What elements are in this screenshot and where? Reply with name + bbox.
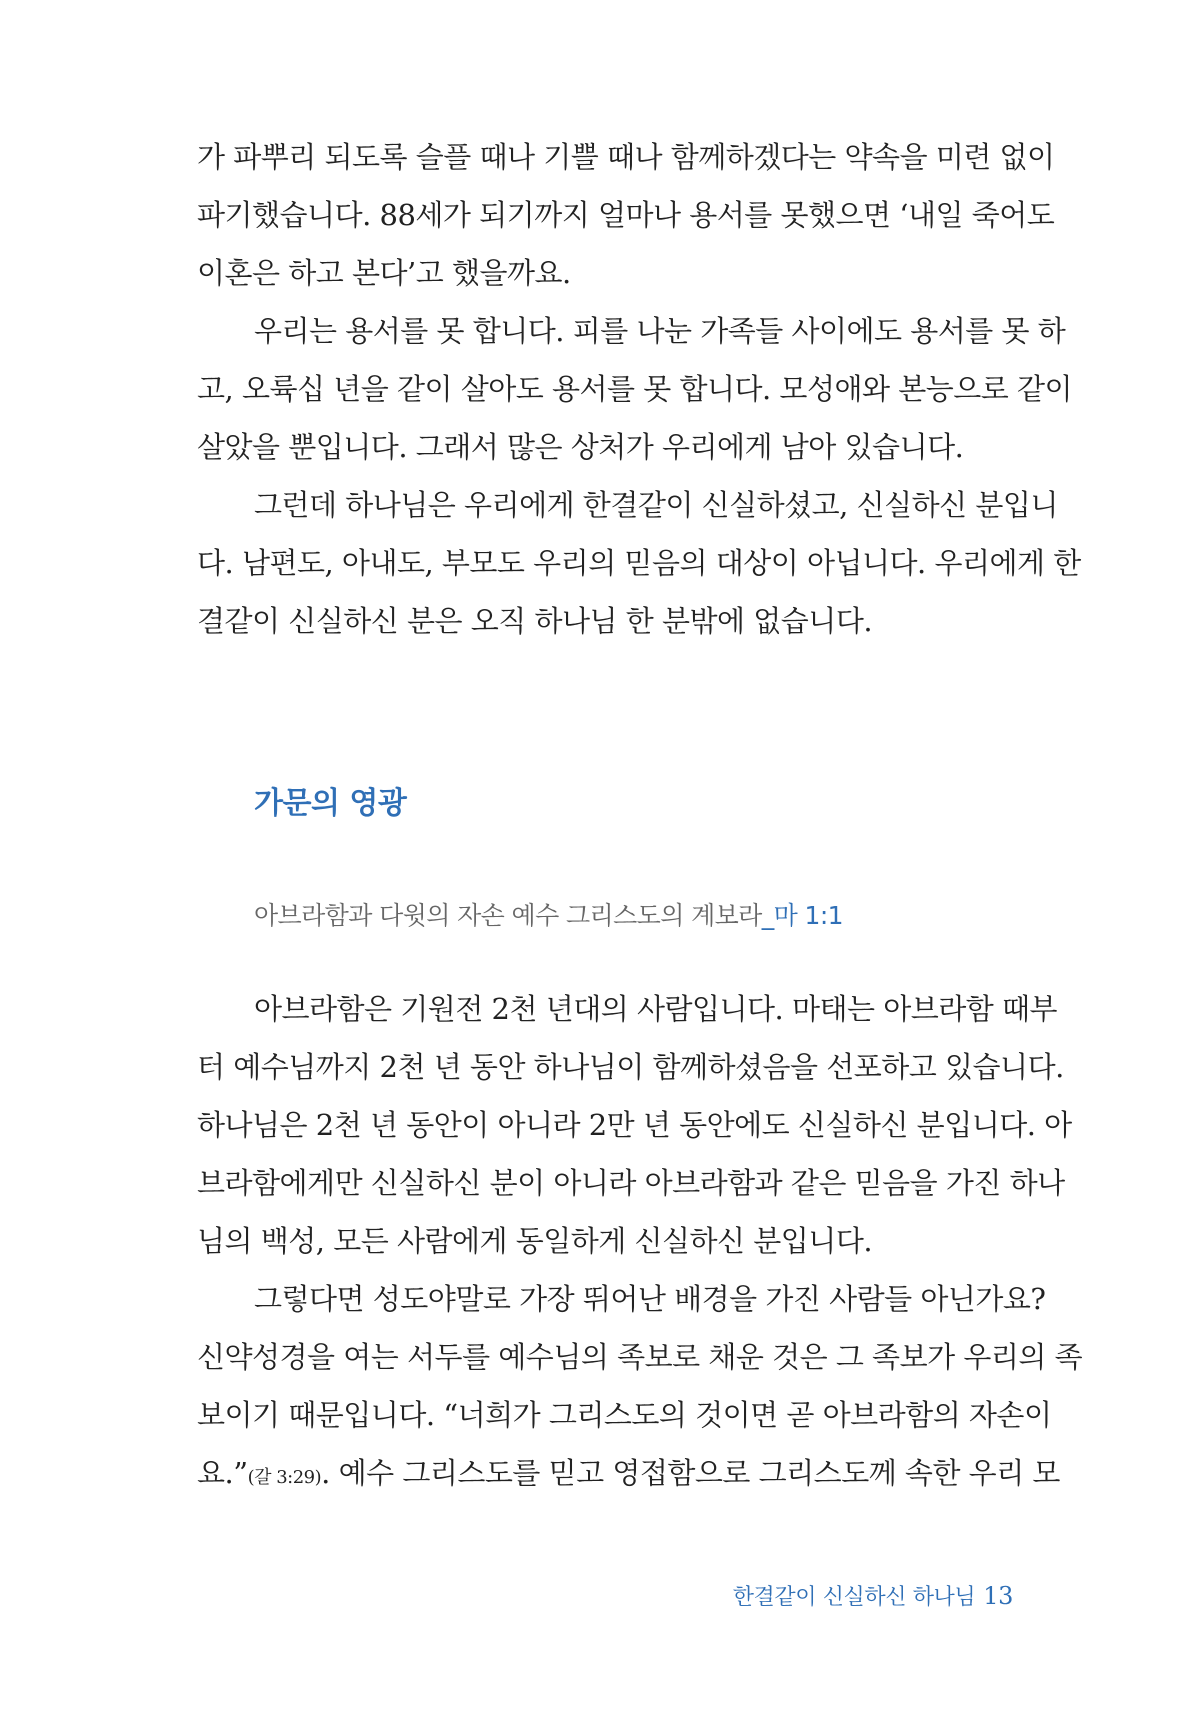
body-line: 신약성경을 여는 서두를 예수님의 족보로 채운 것은 그 족보가 우리의 족 <box>197 1340 1083 1374</box>
body-line: 결같이 신실하신 분은 오직 하나님 한 분밖에 없습니다. <box>197 604 873 638</box>
page-footer <box>733 1580 1013 1611</box>
body-line: 하나님은 2천 년 동안이 아니라 2만 년 동안에도 신실하신 분입니다. 아 <box>197 1108 1072 1142</box>
body-line: 파기했습니다. 88세가 되기까지 얼마나 용서를 못했으면 ‘내일 죽어도 <box>197 198 1055 232</box>
scripture-citation: (갈 3:29) <box>247 1467 322 1488</box>
body-line: 요.”(갈 3:29). 예수 그리스도를 믿고 영접함으로 그리스도께 속한 우리 모 <box>197 1456 1060 1490</box>
body-line: 브라함에게만 신실하신 분이 아니라 아브라함과 같은 믿음을 가진 하나 <box>197 1166 1065 1200</box>
body-line: 그렇다면 성도야말로 가장 뛰어난 배경을 가진 사람들 아닌가요? <box>254 1282 1046 1316</box>
body-line: 이혼은 하고 본다’고 했을까요. <box>197 256 571 290</box>
running-title: 한결같이 신실하신 하나님 <box>732 1585 976 1610</box>
scripture-verse <box>254 896 843 932</box>
page-number: 13 <box>983 1582 1013 1610</box>
body-line: 님의 백성, 모든 사람에게 동일하게 신실하신 분입니다. <box>197 1224 873 1258</box>
body-line: 살았을 뿐입니다. 그래서 많은 상처가 우리에게 남아 있습니다. <box>197 430 964 464</box>
body-line: 고, 오륙십 년을 같이 살아도 용서를 못 합니다. 모성애와 본능으로 같이 <box>197 372 1073 406</box>
verse-reference: _마 1:1 <box>761 901 843 930</box>
body-line: 우리는 용서를 못 합니다. 피를 나눈 가족들 사이에도 용서를 못 하 <box>254 314 1066 348</box>
body-line: 다. 남편도, 아내도, 부모도 우리의 믿음의 대상이 아닙니다. 우리에게 한 <box>197 546 1081 580</box>
body-line: 터 예수님까지 2천 년 동안 하나님이 함께하셨음을 선포하고 있습니다. <box>197 1050 1064 1084</box>
verse-text: 아브라함과 다윗의 자손 예수 그리스도의 계보라 <box>254 901 762 930</box>
body-line: 그런데 하나님은 우리에게 한결같이 신실하셨고, 신실하신 분입니 <box>254 488 1058 522</box>
section-heading: 가문의 영광 <box>254 786 407 821</box>
body-line: 보이기 때문입니다. “너희가 그리스도의 것이면 곧 아브라함의 자손이 <box>197 1398 1052 1432</box>
body-line: 가 파뿌리 되도록 슬플 때나 기쁠 때나 함께하겠다는 약속을 미련 없이 <box>197 140 1055 174</box>
body-line: 아브라함은 기원전 2천 년대의 사람입니다. 마태는 아브라함 때부 <box>254 992 1058 1026</box>
